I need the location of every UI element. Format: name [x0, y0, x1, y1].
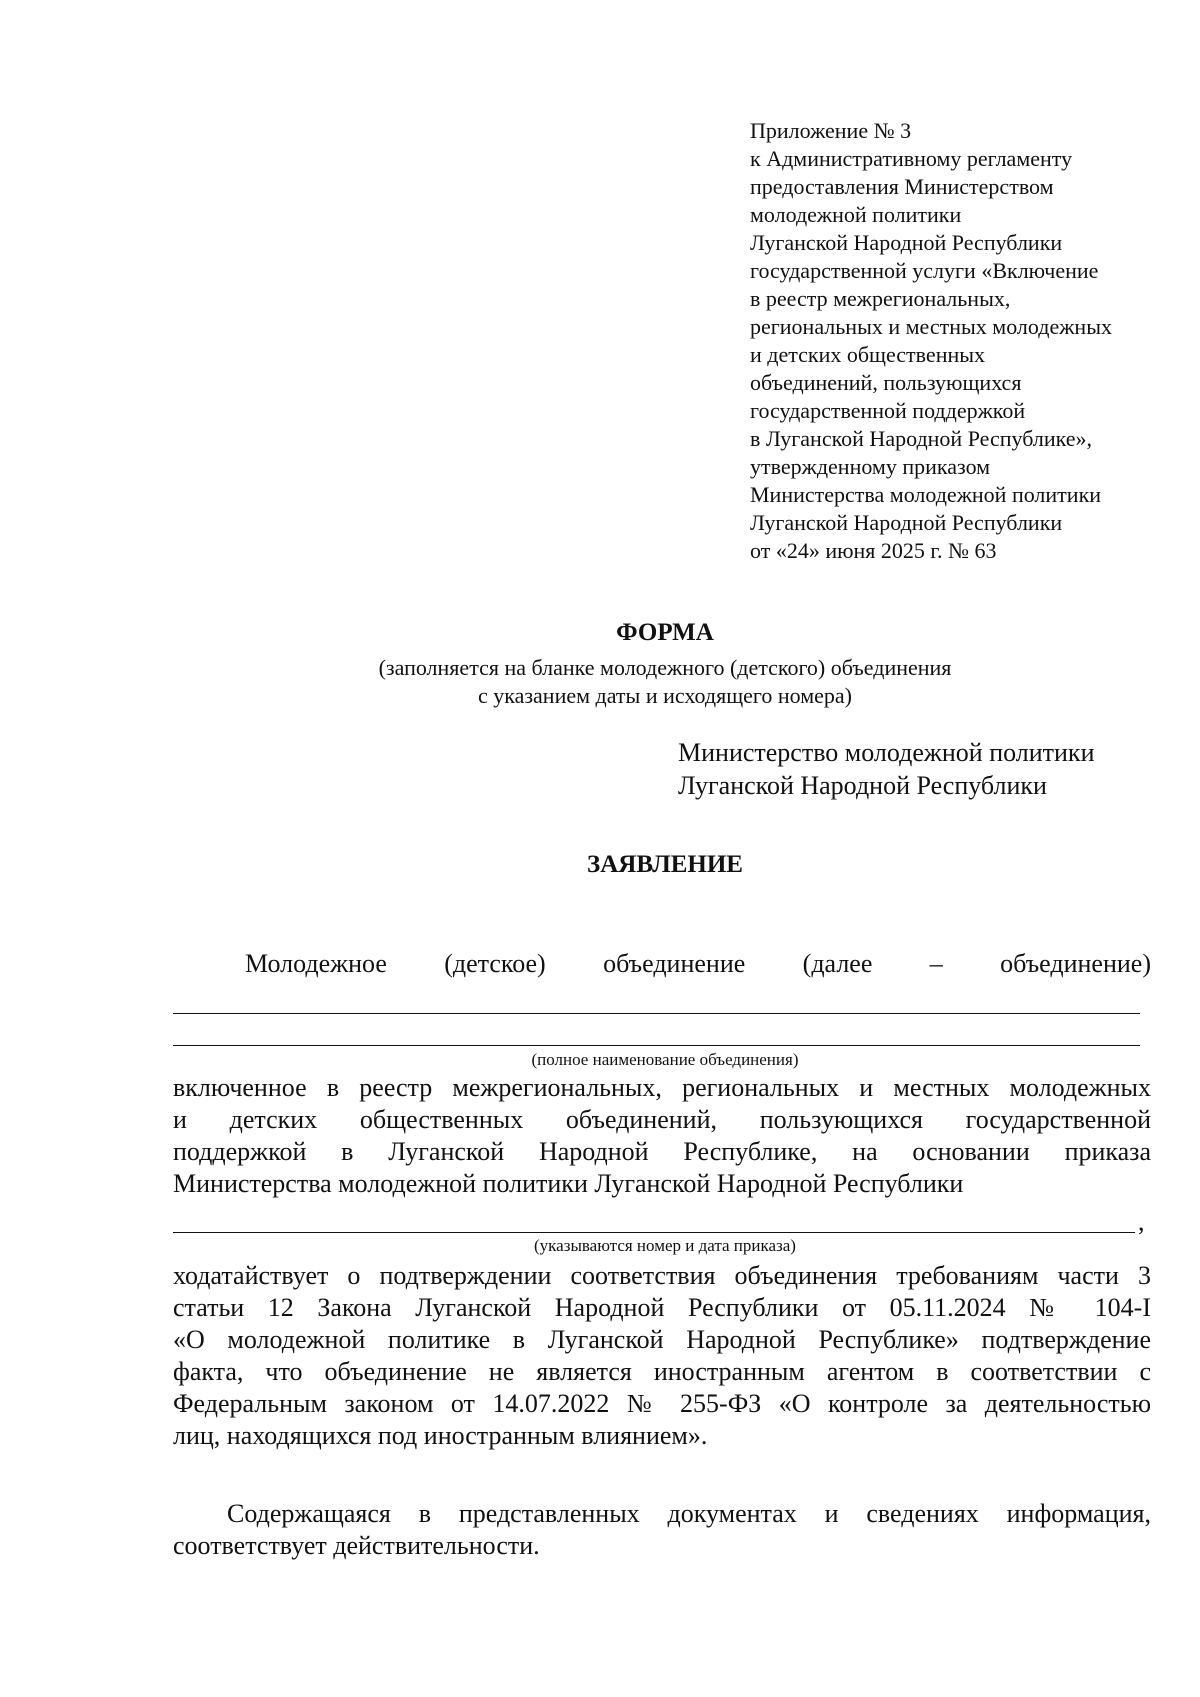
appendix-line: утвержденному приказом [750, 454, 991, 479]
petition-paragraph [173, 1260, 1151, 1452]
petition-line: статьи 12 Закона Луганской Народной Республики от 05.11.2024 № 104-I [173, 1293, 1151, 1322]
appendix-line: Министерства молодежной политики [750, 482, 1102, 507]
fill-in-line-name-2[interactable] [173, 1045, 1140, 1046]
form-note-line: с указанием даты и исходящего номера) [477, 683, 853, 708]
registry-line: включенное в реестр межрегиональных, региональных и местных молодежных [173, 1073, 1151, 1102]
appendix-line: Луганской Народной Республики [750, 230, 1063, 255]
caption-order-details: (указываются номер и дата приказа) [534, 1236, 796, 1255]
confirmation-paragraph [173, 1498, 1151, 1562]
order-line-comma: , [1138, 1207, 1145, 1236]
registry-paragraph [173, 1072, 1151, 1200]
registry-line: поддержкой в Луганской Народной Республике, на основании приказа [173, 1137, 1151, 1166]
addressee-block [678, 736, 1178, 802]
registry-line: Министерства молодежной политики Луганской Народной Республики [173, 1169, 964, 1198]
form-note [0, 654, 1200, 710]
appendix-line: Приложение № 3 [750, 118, 912, 143]
statement-title: ЗАЯВЛЕНИЕ [587, 851, 743, 878]
appendix-line: и детских общественных [750, 342, 986, 367]
addressee-line: Министерство молодежной политики [678, 738, 1095, 767]
fill-in-line-name-1[interactable] [173, 1013, 1140, 1014]
petition-line: ходатайствует о подтверждении соответствия объединения требованиям части 3 [173, 1261, 1151, 1290]
appendix-line: в Луганской Народной Республике», [750, 426, 1092, 451]
petition-line: факта, что объединение не является иностранным агентом в соответствии с [173, 1357, 1151, 1386]
appendix-line: объединений, пользующихся [750, 370, 1022, 395]
appendix-line: региональных и местных молодежных [750, 314, 1112, 339]
petition-line: лиц, находящихся под иностранным влиянием». [173, 1421, 708, 1450]
appendix-line: в реестр межрегиональных, [750, 286, 1011, 311]
fill-in-line-order[interactable] [173, 1232, 1135, 1233]
form-title: ФОРМА [616, 619, 714, 646]
petition-line: «О молодежной политике в Луганской Народной Республике» подтверждение [173, 1325, 1151, 1354]
caption-organization-name: (полное наименование объединения) [531, 1050, 799, 1069]
petition-line: Федеральным законом от 14.07.2022 № 255-ФЗ «О контроле за деятельностью [173, 1389, 1151, 1418]
appendix-line: государственной услуги «Включение [750, 258, 1099, 283]
appendix-line: Луганской Народной Республики [750, 510, 1063, 535]
appendix-line: молодежной политики [750, 202, 962, 227]
registry-line: и детских общественных объединений, пользующихся государственной [173, 1105, 1151, 1134]
appendix-line: к Административному регламенту [750, 146, 1073, 171]
confirmation-line: Содержащаяся в представленных документах и сведениях информация, [227, 1499, 1151, 1528]
form-note-line: (заполняется на бланке молодежного (детского) объединения [378, 655, 952, 680]
appendix-line: от «24» июня 2025 г. № 63 [750, 538, 997, 563]
confirmation-line: соответствует действительности. [173, 1531, 540, 1560]
appendix-line: государственной поддержкой [750, 398, 1026, 423]
appendix-line: предоставления Министерством [750, 174, 1054, 199]
appendix-header [750, 117, 1170, 565]
addressee-line: Луганской Народной Республики [678, 771, 1047, 800]
statement-intro: Молодежное (детское) объединение (далее – объединение) [245, 949, 1151, 978]
